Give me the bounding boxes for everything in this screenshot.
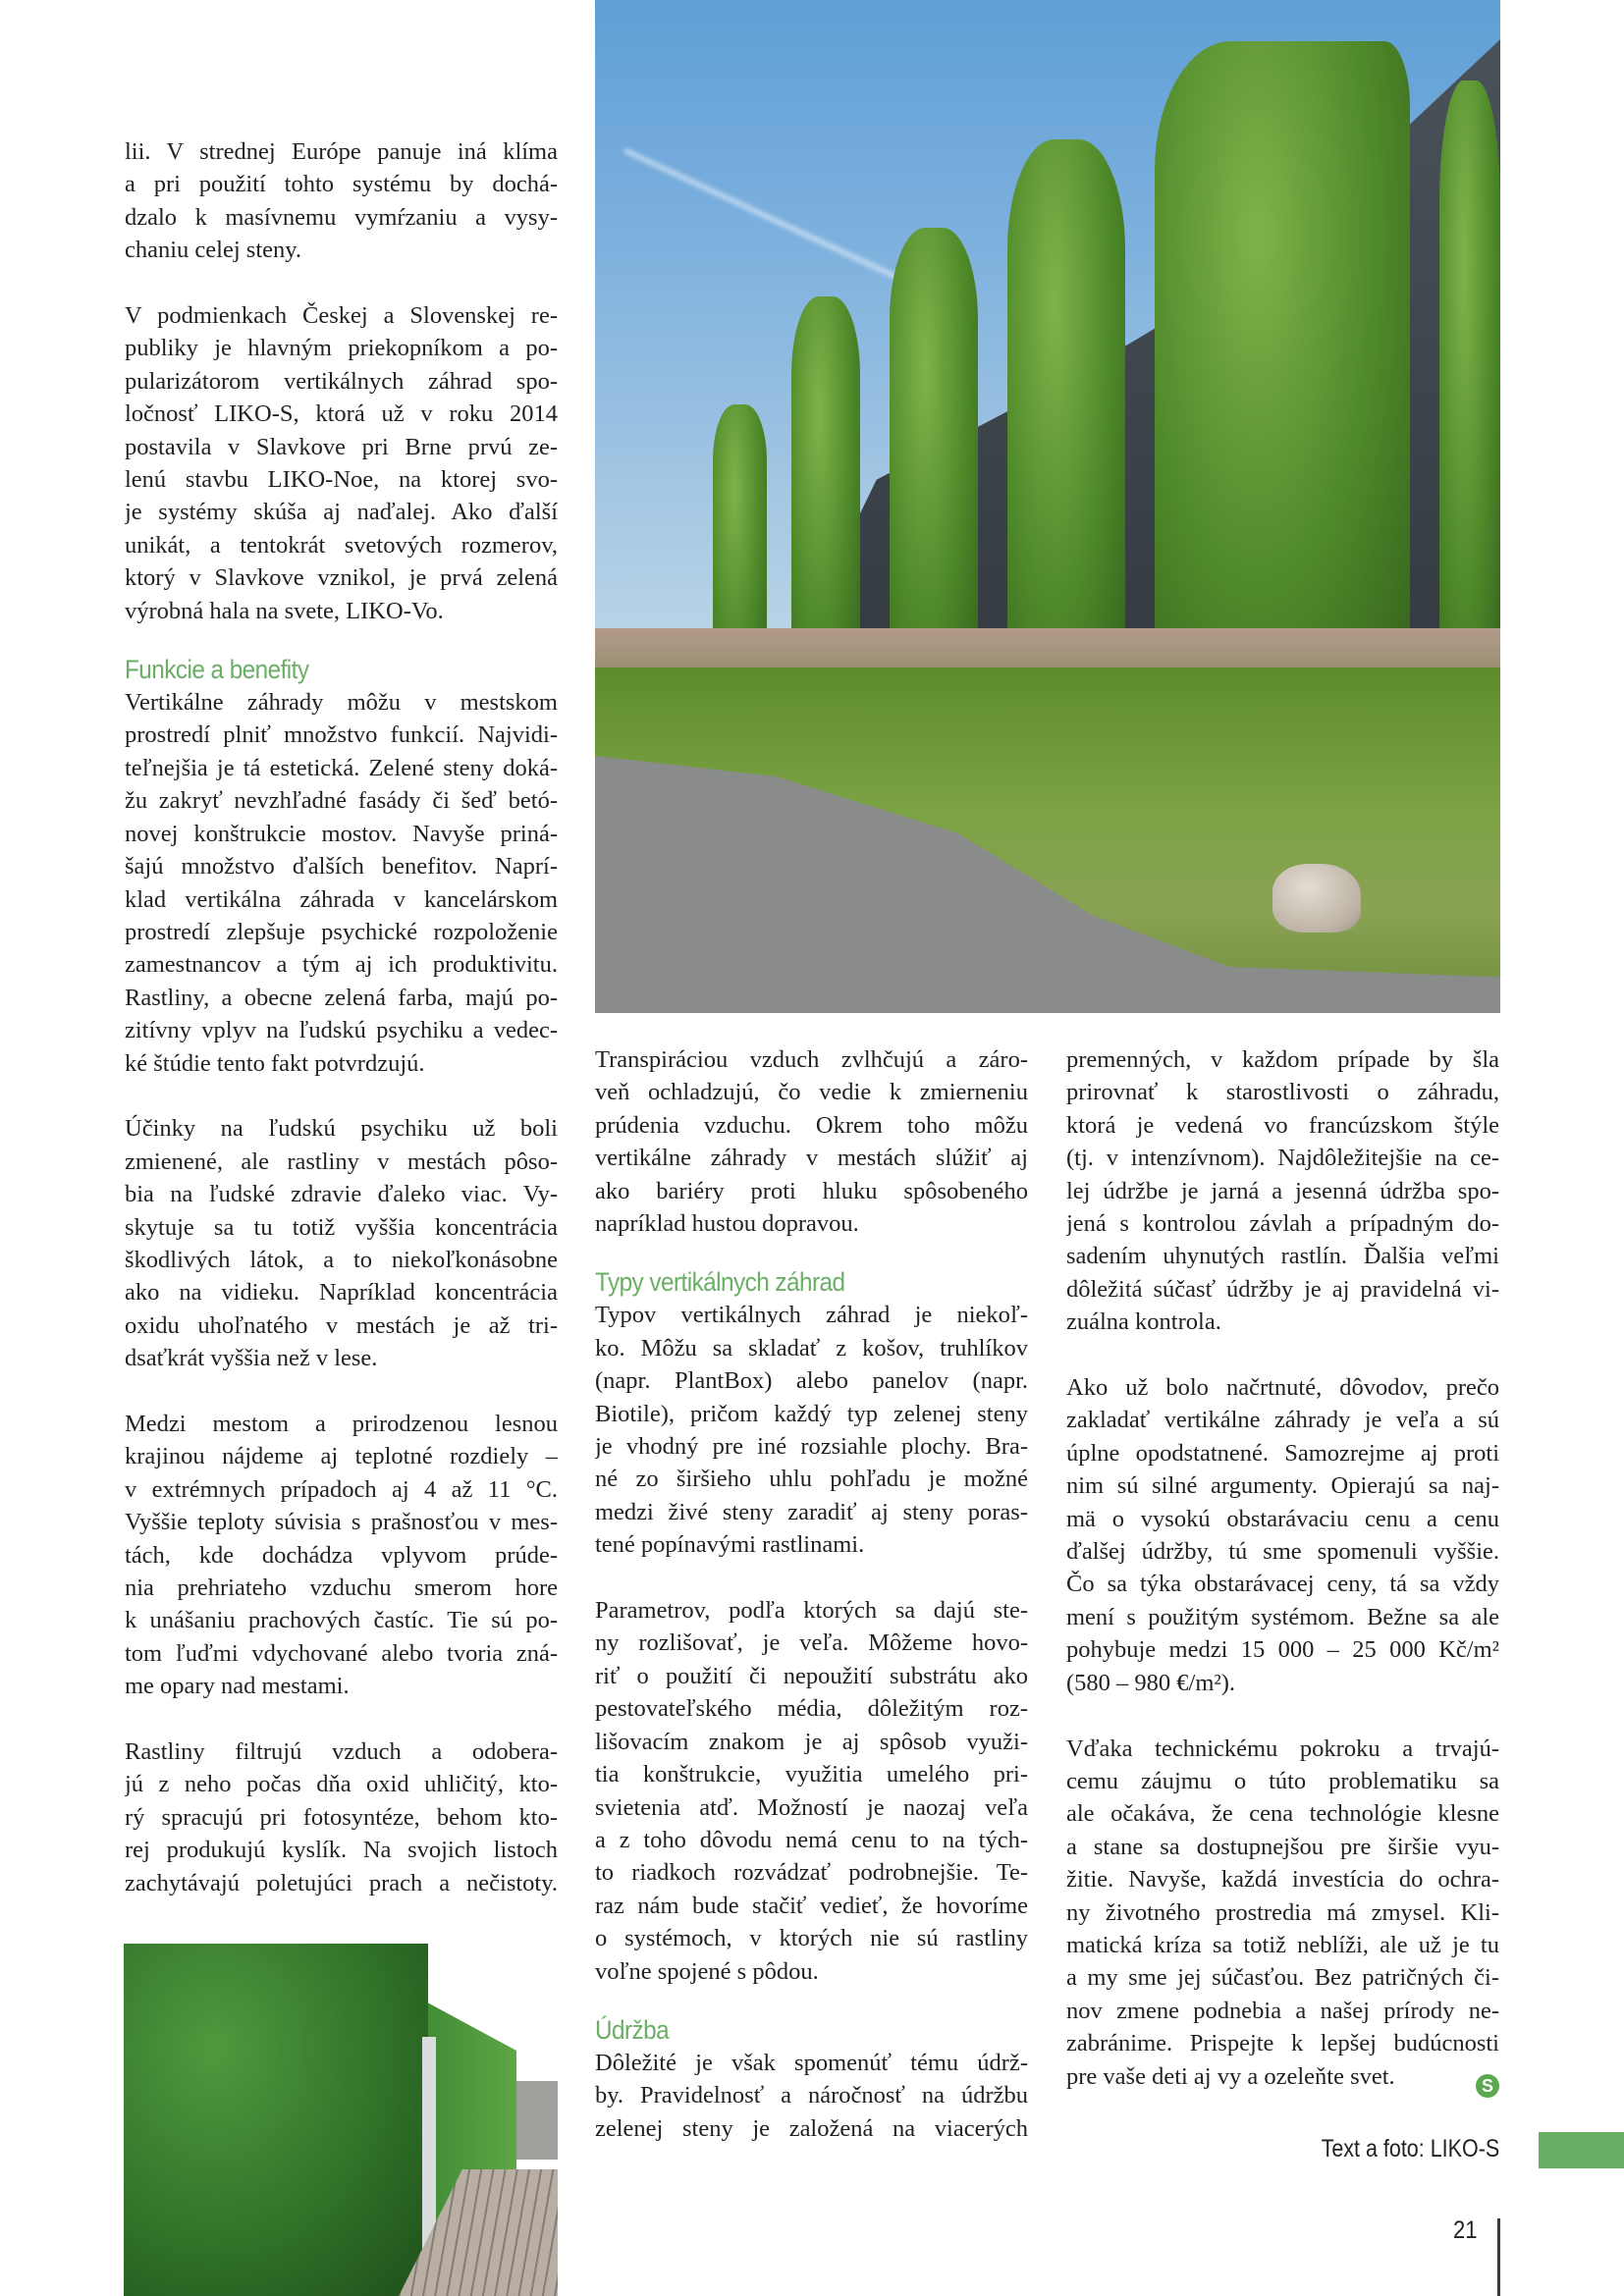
paragraph xyxy=(595,1043,1028,1240)
text-line: bia na ľudské zdravie ďaleko viac. Vy- xyxy=(125,1181,558,1208)
text-line: prostredí plniť množstvo funkcií. Najvidi- xyxy=(125,721,558,749)
text-line: tia konštrukcie, využitia umelého pri- xyxy=(595,1761,1028,1789)
text-line: nim sú silné argumenty. Opierajú sa naj- xyxy=(1066,1472,1499,1500)
text-line: tené popínavými rastlinami. xyxy=(595,1531,865,1559)
text-line: Typov vertikálnych záhrad je niekoľ- xyxy=(595,1302,1028,1329)
text-line: pularizátorom vertikálnych záhrad spo- xyxy=(125,367,558,395)
text-line: Rastliny filtrujú vzduch a odobera- xyxy=(125,1738,558,1766)
text-line: teľnejšia je tá estetická. Zelené steny doká- xyxy=(125,754,558,781)
accent-bar xyxy=(1539,2132,1624,2168)
text-line: mení s použitým systémom. Bežne sa ale xyxy=(1066,1603,1499,1630)
paragraph xyxy=(125,1112,558,1374)
text-line: svietenia atď. Možností je naozaj veľa xyxy=(595,1793,1028,1821)
text-line: a z toho dôvodu nemá cenu to na tých- xyxy=(595,1826,1028,1853)
text-line: Biotile), pričom každý typ zelenej steny xyxy=(595,1400,1028,1427)
text-line: publiky je hlavným priekopníkom a po- xyxy=(125,335,558,362)
section-heading: Typy vertikálnych záhrad xyxy=(595,1267,845,1298)
paragraph xyxy=(125,1735,558,1899)
rock xyxy=(1272,864,1361,933)
text-line: klad vertikálna záhrada v kancelárskom xyxy=(125,885,558,913)
text-line: je vhodný pre iné rozsiahle plochy. Bra- xyxy=(595,1433,1028,1461)
text-line: Parametrov, podľa ktorých sa dajú ste- xyxy=(595,1597,1028,1625)
text-line: lenú stavbu LIKO-Noe, na ktorej svo- xyxy=(125,466,558,494)
text-line: žitie. Navyše, každá investícia do ochra- xyxy=(1066,1866,1499,1894)
text-line: ktorý v Slavkove vznikol, je prvá zelená xyxy=(125,564,558,592)
text-line: matická kríza sa totiž neblíži, ale už je tu xyxy=(1066,1931,1499,1958)
text-line: Transpiráciou vzduch zvlhčujú a záro- xyxy=(595,1046,1028,1073)
text-line: dôležitá súčasť údržby je aj pravidelná vi- xyxy=(1066,1275,1499,1303)
text-line: ločnosť LIKO-S, ktorá už v roku 2014 xyxy=(125,400,558,428)
text-line: (580 – 980 €/m²). xyxy=(1066,1669,1236,1696)
text-line: zmienené, ale rastliny v mestách pôso- xyxy=(125,1148,558,1175)
text-line: raz nám bude stačiť vedieť, že hovoríme xyxy=(595,1892,1028,1919)
text-line: me opary nad mestami. xyxy=(125,1673,350,1700)
green-wall xyxy=(1155,41,1410,689)
text-line: lej údržbe je jarná a jesenná údržba spo- xyxy=(1066,1177,1499,1204)
text-line: prostredí zlepšuje psychické rozpoloženie xyxy=(125,918,558,945)
paragraph xyxy=(1066,1043,1499,1339)
living-wall xyxy=(124,1944,428,2296)
paragraph xyxy=(1066,1371,1499,1699)
vertical-garden-building-photo xyxy=(595,0,1500,1013)
text-line: zabránime. Prispejte k lepšej budúcnosti xyxy=(1066,2030,1499,2057)
text-line: né zo širšieho uhlu pohľadu je možné xyxy=(595,1466,1028,1493)
text-line: zuálna kontrola. xyxy=(1066,1308,1221,1336)
paragraph xyxy=(595,1594,1028,1988)
paragraph xyxy=(125,135,558,267)
text-line: a stane sa dostupnejšou pre širšie vyu- xyxy=(1066,1833,1499,1860)
text-line: ktorá je vedená vo francúzskom štýle xyxy=(1066,1111,1499,1139)
text-line: Medzi mestom a prirodzenou lesnou xyxy=(125,1410,558,1437)
article-end-s-icon: S xyxy=(1476,2074,1499,2098)
text-line: Účinky na ľudskú psychiku už boli xyxy=(125,1115,558,1143)
text-line: chaniu celej steny. xyxy=(125,237,302,264)
text-line: úplne opodstatnené. Samozrejme aj proti xyxy=(1066,1439,1499,1467)
section-heading: Údržba xyxy=(595,2014,670,2045)
text-line: k unášaniu prachových častíc. Tie sú po- xyxy=(125,1607,558,1634)
text-line: ale očakáva, že cena technológie klesne xyxy=(1066,1800,1499,1828)
paragraph xyxy=(595,1299,1028,1561)
text-line: riť o použití či nepoužití substrátu ako xyxy=(595,1662,1028,1689)
paragraph xyxy=(125,1408,558,1703)
text-line: (tj. v intenzívnom). Najdôležitejšie na ce- xyxy=(1066,1145,1499,1172)
text-line: mä o vysokú obstarávaciu cenu a cenu xyxy=(1066,1505,1499,1532)
text-line: sadením uhynutých rastlín. Ďalšia veľmi xyxy=(1066,1243,1499,1270)
text-line: dsaťkrát vyššia než v lese. xyxy=(125,1345,378,1372)
text-line: zelenej steny je založená na viacerých xyxy=(595,2114,1028,2142)
text-line: nov zmene podnebia a našej prírody ne- xyxy=(1066,1997,1499,2024)
text-line: by. Pravidelnosť a náročnosť na údržbu xyxy=(595,2082,1028,2109)
text-line: nia prehriateho vzduchu smerom hore xyxy=(125,1575,558,1602)
text-line: v extrémnych prípadoch aj 4 až 11 °C. xyxy=(125,1475,558,1503)
text-line: Vertikálne záhrady môžu v mestskom xyxy=(125,689,558,717)
text-line: vertikálne záhrady v mestách slúžiť aj xyxy=(595,1145,1028,1172)
text-line: postavila v Slavkove pri Brne prvú ze- xyxy=(125,433,558,460)
text-line: ako bariéry proti hluku spôsobeného xyxy=(595,1177,1028,1204)
text-line: a my sme jej súčasťou. Bez patričných či- xyxy=(1066,1964,1499,1992)
text-line: lii. V strednej Európe panuje iná klíma xyxy=(125,138,558,165)
text-line: ako na vidieku. Napríklad koncentrácia xyxy=(125,1279,558,1307)
text-line: cemu záujmu o túto problematiku sa xyxy=(1066,1767,1499,1794)
text-line: prirovnať k starostlivosti o záhradu, xyxy=(1066,1079,1499,1106)
text-line: rej produkujú kyslík. Na svojich listoch xyxy=(125,1837,558,1864)
text-line: Vďaka technickému pokroku a trvajú- xyxy=(1066,1735,1499,1762)
section-heading: Funkcie a benefity xyxy=(125,655,309,685)
text-line: voľne spojené s pôdou. xyxy=(595,1957,819,1985)
green-pillar xyxy=(890,228,978,689)
text-line: krajinou nájdeme aj teplotné rozdiely – xyxy=(125,1443,558,1470)
text-line: zachytávajú poletujúci prach a nečistoty. xyxy=(125,1869,558,1896)
text-line: oxidu uhoľnatého v mestách je až tri- xyxy=(125,1311,558,1339)
text-line: novej konštrukcie mostov. Navyše priná- xyxy=(125,820,558,847)
text-line: škodlivých látok, a to niekoľkonásobne xyxy=(125,1246,558,1273)
text-line: V podmienkach Českej a Slovenskej re- xyxy=(125,302,558,330)
text-line: žu zakryť nevzhľadné fasády či šeď betó- xyxy=(125,787,558,815)
text-line: a pri použití tohto systému by dochá- xyxy=(125,171,558,198)
text-line: Ako už bolo načrtnuté, dôvodov, prečo xyxy=(1066,1374,1499,1402)
text-line: napríklad hustou dopravou. xyxy=(595,1210,859,1238)
text-line: rý spracujú pri fotosyntéze, behom kto- xyxy=(125,1803,558,1831)
right-column xyxy=(1066,1043,1499,2093)
green-pillar xyxy=(1007,139,1125,689)
living-wall-photo xyxy=(124,1944,558,2296)
text-line: ďalšej údržby, tú sme spomenuli vyššie. xyxy=(1066,1538,1499,1566)
left-column xyxy=(125,135,558,1899)
text-line: ko. Môžu sa skladať z košov, truhlíkov xyxy=(595,1334,1028,1362)
text-line: zamestnancov a tým aj ich produktivitu. xyxy=(125,951,558,979)
text-line: šajú množstvo ďalších benefitov. Naprí- xyxy=(125,853,558,881)
text-line: (napr. PlantBox) alebo panelov (napr. xyxy=(595,1367,1028,1395)
middle-column xyxy=(595,1043,1028,2145)
paragraph xyxy=(125,686,558,1080)
text-line: pre vaše deti aj vy a ozeleňte svet. xyxy=(1066,2062,1395,2090)
text-line: výrobná hala na svete, LIKO-Vo. xyxy=(125,597,444,624)
text-line: jená s kontrolou závlah a prípadným do- xyxy=(1066,1210,1499,1238)
green-wall xyxy=(1439,80,1500,689)
text-line: jú z neho počas dňa oxid uhličitý, kto- xyxy=(125,1771,558,1798)
text-line: to riadkoch rozvádzať podrobnejšie. Te- xyxy=(595,1859,1028,1887)
text-line: pestovateľského média, dôležitým roz- xyxy=(595,1695,1028,1723)
text-line: o systémoch, v ktorých nie sú rastliny xyxy=(595,1925,1028,1952)
paragraph xyxy=(595,2047,1028,2145)
paragraph xyxy=(125,299,558,627)
text-line: ny životného prostredia má zmysel. Kli- xyxy=(1066,1898,1499,1926)
text-line: ké štúdie tento fakt potvrdzujú. xyxy=(125,1049,425,1077)
text-line: dzalo k masívnemu vymŕzaniu a vysy- xyxy=(125,203,558,231)
text-line: unikát, a tentokrát svetových rozmerov, xyxy=(125,531,558,559)
text-line: Vyššie teploty súvisia s prašnosťou v mes- xyxy=(125,1509,558,1536)
text-line: ny rozlišovať, je veľa. Môžeme hovo- xyxy=(595,1629,1028,1657)
text-line: veň ochladzujú, čo vedie k zmierneniu xyxy=(595,1079,1028,1106)
page-number-rule xyxy=(1497,2218,1500,2296)
text-line: prúdenia vzduchu. Okrem toho môžu xyxy=(595,1111,1028,1139)
page-number: 21 xyxy=(1453,2216,1478,2244)
text-line: zitívny vplyv na ľudskú psychiku a vedec- xyxy=(125,1017,558,1044)
text-line: je systémy skúša aj naďalej. Ako ďalší xyxy=(125,499,558,526)
text-line: zakladať vertikálne záhrady je veľa a sú xyxy=(1066,1407,1499,1434)
text-line: Čo sa týka obstarávacej ceny, tá sa vždy xyxy=(1066,1571,1499,1598)
paragraph xyxy=(1066,1733,1499,2093)
text-line: tom ľuďmi vdychované alebo tvoria zná- xyxy=(125,1639,558,1667)
text-line: skytuje sa tu totiž vyššia koncentrácia xyxy=(125,1213,558,1241)
text-line: Dôležité je však spomenúť tému údrž- xyxy=(595,2049,1028,2076)
text-line: Rastliny, a obecne zelená farba, majú po- xyxy=(125,984,558,1011)
text-line: lišovacím znakom je aj spôsob využi- xyxy=(595,1728,1028,1755)
text-line: pohybuje medzi 15 000 – 25 000 Kč/m² xyxy=(1066,1636,1499,1664)
text-line: medzi živé steny zaradiť aj steny poras- xyxy=(595,1498,1028,1525)
photo-credit: Text a foto: LIKO-S xyxy=(1321,2135,1499,2163)
text-line: tách, kde dochádza vplyvom prúde- xyxy=(125,1541,558,1569)
text-line: premenných, v každom prípade by šla xyxy=(1066,1046,1499,1073)
